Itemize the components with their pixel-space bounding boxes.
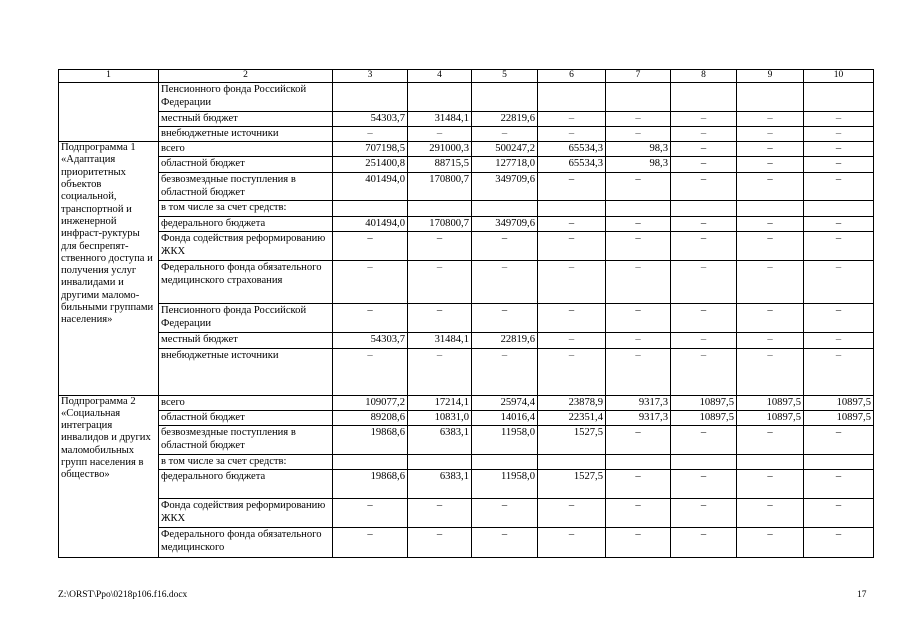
value-cell: – xyxy=(804,231,874,260)
source-label: областной бюджет xyxy=(159,410,333,425)
table-row xyxy=(59,142,874,157)
table-row xyxy=(59,231,874,260)
value-cell: 22819,6 xyxy=(472,332,538,348)
source-label: в том числе за счет средств: xyxy=(159,454,333,469)
table-row xyxy=(59,454,874,469)
value-cell: 291000,3 xyxy=(408,142,472,157)
value-cell: – xyxy=(538,303,606,332)
value-cell: – xyxy=(538,260,606,303)
value-cell: 10897,5 xyxy=(671,410,737,425)
value-cell xyxy=(606,454,671,469)
value-cell: 127718,0 xyxy=(472,157,538,172)
column-header: 6 xyxy=(538,70,606,83)
value-cell: – xyxy=(333,260,408,303)
value-cell: – xyxy=(408,499,472,528)
value-cell: – xyxy=(804,142,874,157)
value-cell: – xyxy=(606,231,671,260)
column-header: 9 xyxy=(737,70,804,83)
page-number: 17 xyxy=(857,590,867,600)
value-cell: 54303,7 xyxy=(333,332,408,348)
value-cell: – xyxy=(804,172,874,201)
value-cell: – xyxy=(333,499,408,528)
value-cell: – xyxy=(804,157,874,172)
value-cell: – xyxy=(671,126,737,141)
value-cell: – xyxy=(737,303,804,332)
value-cell xyxy=(671,201,737,216)
value-cell: 98,3 xyxy=(606,157,671,172)
table-row xyxy=(59,157,874,172)
value-cell: – xyxy=(671,426,737,455)
value-cell: – xyxy=(538,332,606,348)
value-cell: – xyxy=(333,303,408,332)
value-cell: – xyxy=(606,527,671,557)
value-cell: – xyxy=(737,142,804,157)
value-cell: – xyxy=(472,527,538,557)
value-cell xyxy=(333,454,408,469)
value-cell: – xyxy=(804,260,874,303)
table-header-row xyxy=(59,70,874,83)
source-label: областной бюджет xyxy=(159,157,333,172)
value-cell: – xyxy=(671,527,737,557)
value-cell: – xyxy=(804,332,874,348)
value-cell: 11958,0 xyxy=(472,426,538,455)
value-cell xyxy=(333,83,408,112)
value-cell: – xyxy=(408,260,472,303)
table-row xyxy=(59,499,874,528)
value-cell: 9317,3 xyxy=(606,410,671,425)
table-row xyxy=(59,83,874,112)
value-cell: 31484,1 xyxy=(408,332,472,348)
value-cell: – xyxy=(333,527,408,557)
value-cell: 10897,5 xyxy=(804,410,874,425)
value-cell: – xyxy=(606,303,671,332)
value-cell xyxy=(804,83,874,112)
value-cell: – xyxy=(804,111,874,126)
value-cell: 14016,4 xyxy=(472,410,538,425)
value-cell: 707198,5 xyxy=(333,142,408,157)
value-cell: 10897,5 xyxy=(737,410,804,425)
value-cell xyxy=(671,83,737,112)
value-cell xyxy=(606,83,671,112)
value-cell: – xyxy=(804,527,874,557)
source-label: местный бюджет xyxy=(159,332,333,348)
column-header: 5 xyxy=(472,70,538,83)
value-cell: – xyxy=(804,348,874,395)
value-cell: – xyxy=(606,260,671,303)
value-cell: – xyxy=(671,231,737,260)
value-cell: 401494,0 xyxy=(333,172,408,201)
value-cell: – xyxy=(538,348,606,395)
value-cell: 10897,5 xyxy=(804,395,874,410)
value-cell: – xyxy=(671,499,737,528)
table-body xyxy=(59,83,874,558)
value-cell: – xyxy=(538,172,606,201)
source-label: Пенсионного фонда Российской Федерации xyxy=(159,303,333,332)
value-cell xyxy=(472,201,538,216)
value-cell: 10897,5 xyxy=(671,395,737,410)
value-cell: – xyxy=(671,303,737,332)
value-cell: – xyxy=(606,332,671,348)
value-cell: – xyxy=(804,426,874,455)
column-header: 1 xyxy=(59,70,159,83)
value-cell: 6383,1 xyxy=(408,470,472,499)
value-cell: 98,3 xyxy=(606,142,671,157)
value-cell: – xyxy=(804,499,874,528)
value-cell: – xyxy=(408,231,472,260)
value-cell: – xyxy=(408,527,472,557)
value-cell xyxy=(737,201,804,216)
source-label: местный бюджет xyxy=(159,111,333,126)
value-cell: 6383,1 xyxy=(408,426,472,455)
value-cell: 22819,6 xyxy=(472,111,538,126)
source-label: Федерального фонда обязательного медицинского xyxy=(159,527,333,557)
value-cell: 19868,6 xyxy=(333,470,408,499)
value-cell: – xyxy=(804,216,874,231)
value-cell: 401494,0 xyxy=(333,216,408,231)
value-cell: – xyxy=(606,126,671,141)
source-label: федерального бюджета xyxy=(159,216,333,231)
value-cell: – xyxy=(333,126,408,141)
value-cell xyxy=(472,83,538,112)
value-cell: – xyxy=(606,499,671,528)
value-cell xyxy=(804,201,874,216)
value-cell: 170800,7 xyxy=(408,216,472,231)
value-cell: 22351,4 xyxy=(538,410,606,425)
value-cell: 10831,0 xyxy=(408,410,472,425)
value-cell: – xyxy=(408,303,472,332)
value-cell: 10897,5 xyxy=(737,395,804,410)
value-cell: – xyxy=(606,470,671,499)
value-cell: 1527,5 xyxy=(538,470,606,499)
value-cell: – xyxy=(538,499,606,528)
value-cell: – xyxy=(472,303,538,332)
value-cell: – xyxy=(804,470,874,499)
value-cell: – xyxy=(538,231,606,260)
source-label: безвозмездные поступления в областной бюджет xyxy=(159,172,333,201)
value-cell: – xyxy=(737,111,804,126)
source-label: в том числе за счет средств: xyxy=(159,201,333,216)
column-header: 4 xyxy=(408,70,472,83)
table-row xyxy=(59,260,874,303)
value-cell: – xyxy=(472,499,538,528)
value-cell: – xyxy=(606,348,671,395)
value-cell: – xyxy=(606,172,671,201)
value-cell: – xyxy=(333,231,408,260)
value-cell: – xyxy=(671,348,737,395)
source-label: Фонда содействия реформированию ЖКХ xyxy=(159,231,333,260)
value-cell xyxy=(538,454,606,469)
value-cell xyxy=(408,83,472,112)
table-row xyxy=(59,426,874,455)
value-cell xyxy=(538,83,606,112)
value-cell: – xyxy=(737,527,804,557)
value-cell: 89208,6 xyxy=(333,410,408,425)
value-cell: – xyxy=(538,111,606,126)
value-cell: – xyxy=(472,260,538,303)
value-cell: – xyxy=(671,332,737,348)
value-cell: – xyxy=(606,111,671,126)
value-cell: – xyxy=(671,470,737,499)
column-header: 3 xyxy=(333,70,408,83)
value-cell: 31484,1 xyxy=(408,111,472,126)
value-cell: – xyxy=(472,231,538,260)
value-cell: – xyxy=(671,111,737,126)
source-label: внебюджетные источники xyxy=(159,348,333,395)
value-cell xyxy=(408,454,472,469)
table-row xyxy=(59,527,874,557)
continuation-cell xyxy=(59,83,159,142)
value-cell: 17214,1 xyxy=(408,395,472,410)
source-label: Пенсионного фонда Российской Федерации xyxy=(159,83,333,112)
subprogram-name: Подпрограмма 1 «Адаптация приоритетных объектов социальной, транспортной и инженерной инфраст-руктуры для беспрепят-ственного доступа и получения услуг инвалидами и другими маломо-бильными группами населения» xyxy=(59,142,159,395)
value-cell: 11958,0 xyxy=(472,470,538,499)
column-header: 8 xyxy=(671,70,737,83)
value-cell: – xyxy=(737,231,804,260)
value-cell: – xyxy=(671,260,737,303)
value-cell xyxy=(737,454,804,469)
value-cell: 23878,9 xyxy=(538,395,606,410)
value-cell: 251400,8 xyxy=(333,157,408,172)
table-row xyxy=(59,332,874,348)
value-cell: – xyxy=(737,216,804,231)
table-row xyxy=(59,216,874,231)
funding-table xyxy=(58,69,874,558)
value-cell: 65534,3 xyxy=(538,157,606,172)
value-cell: – xyxy=(606,426,671,455)
table-row xyxy=(59,348,874,395)
value-cell: – xyxy=(538,216,606,231)
value-cell: – xyxy=(737,499,804,528)
table-row xyxy=(59,470,874,499)
source-label: Фонда содействия реформированию ЖКХ xyxy=(159,499,333,528)
column-header: 7 xyxy=(606,70,671,83)
value-cell: 109077,2 xyxy=(333,395,408,410)
value-cell: 19868,6 xyxy=(333,426,408,455)
table-row xyxy=(59,410,874,425)
value-cell: – xyxy=(472,348,538,395)
source-label: Федерального фонда обязательного медицинского страхования xyxy=(159,260,333,303)
value-cell: – xyxy=(737,426,804,455)
table-row xyxy=(59,126,874,141)
value-cell: – xyxy=(671,142,737,157)
value-cell xyxy=(333,201,408,216)
source-label: внебюджетные источники xyxy=(159,126,333,141)
file-path: Z:\ORST\Ppo\0218p106.f16.docx xyxy=(58,590,188,600)
table-row xyxy=(59,395,874,410)
column-header: 10 xyxy=(804,70,874,83)
value-cell xyxy=(538,201,606,216)
value-cell: 1527,5 xyxy=(538,426,606,455)
source-label: федерального бюджета xyxy=(159,470,333,499)
value-cell: – xyxy=(804,126,874,141)
value-cell: – xyxy=(737,470,804,499)
value-cell: 54303,7 xyxy=(333,111,408,126)
value-cell xyxy=(804,454,874,469)
value-cell: – xyxy=(737,348,804,395)
value-cell: – xyxy=(538,527,606,557)
value-cell: 9317,3 xyxy=(606,395,671,410)
source-label: безвозмездные поступления в областной бюджет xyxy=(159,426,333,455)
table-row xyxy=(59,111,874,126)
table-row xyxy=(59,172,874,201)
value-cell xyxy=(737,83,804,112)
value-cell: 349709,6 xyxy=(472,172,538,201)
value-cell: – xyxy=(737,126,804,141)
value-cell: – xyxy=(737,172,804,201)
value-cell xyxy=(671,454,737,469)
value-cell xyxy=(472,454,538,469)
value-cell: 349709,6 xyxy=(472,216,538,231)
value-cell: – xyxy=(737,157,804,172)
value-cell: 170800,7 xyxy=(408,172,472,201)
table-row xyxy=(59,303,874,332)
source-label: всего xyxy=(159,395,333,410)
value-cell: – xyxy=(408,126,472,141)
value-cell: – xyxy=(538,126,606,141)
value-cell: – xyxy=(671,157,737,172)
value-cell: – xyxy=(472,126,538,141)
column-header: 2 xyxy=(159,70,333,83)
source-label: всего xyxy=(159,142,333,157)
value-cell: 88715,5 xyxy=(408,157,472,172)
value-cell: – xyxy=(671,216,737,231)
value-cell: – xyxy=(737,332,804,348)
value-cell: 25974,4 xyxy=(472,395,538,410)
value-cell: – xyxy=(333,348,408,395)
subprogram-name: Подпрограмма 2 «Социальная интеграция инвалидов и других маломобильных групп населения в общество» xyxy=(59,395,159,557)
value-cell: – xyxy=(737,260,804,303)
value-cell xyxy=(606,201,671,216)
value-cell: – xyxy=(804,303,874,332)
value-cell xyxy=(408,201,472,216)
table-row xyxy=(59,201,874,216)
value-cell: 500247,2 xyxy=(472,142,538,157)
value-cell: – xyxy=(606,216,671,231)
value-cell: – xyxy=(671,172,737,201)
value-cell: 65534,3 xyxy=(538,142,606,157)
value-cell: – xyxy=(408,348,472,395)
